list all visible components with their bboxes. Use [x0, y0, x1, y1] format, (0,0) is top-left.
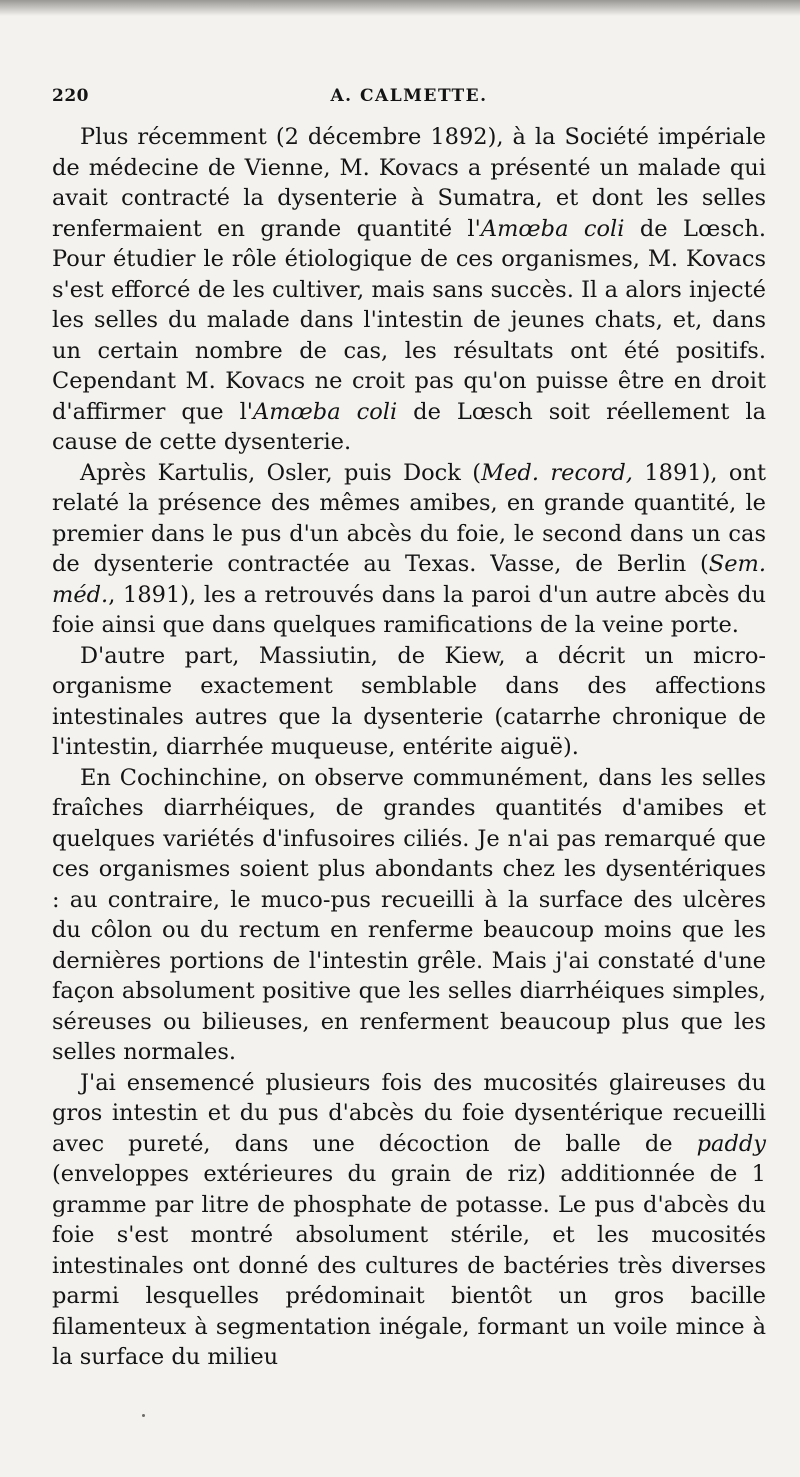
scan-speck: [142, 1414, 145, 1417]
paragraph-1-italic-b: Amœba coli: [252, 398, 398, 425]
paragraph-2: [52, 458, 766, 641]
paragraph-5-text-b: (enveloppes extérieures du grain de riz) additionnée de 1 gramme par litre de phosphate de potasse. Le pus d'abcès du foie s'est montré absolument stérile, et les mucosités intestinales ont donné des cultures de bactéries très diverses parmi lesquelles prédominait bientôt un gros bacille filamenteux à segmentation inégale, formant un voile mince à la surface du milieu: [52, 1161, 766, 1370]
paragraph-1-text-a: Plus récemment (2 décembre 1892), à la Société impériale de médecine de Vienne, M. Kovacs a présenté un malade qui avait contracté la dysenterie à Sumatra, et dont les selles renfermaient en grande quantité l': [52, 124, 766, 242]
paragraph-4-text: En Cochinchine, on observe communément, dans les selles fraîches diarrhéiques, de grandes quantités d'amibes et quelques variétés d'infusoires ciliés. Je n'ai pas remarqué que ces organismes soient plus abondants chez les dysentériques : au contraire, le muco-pus recueilli à la surface des ulcères du côlon ou du rectum en renferme beaucoup moins que les dernières portions de l'intestin grêle. Mais j'ai constaté d'une façon absolument positive que les selles diarrhéiques simples, séreuses ou bilieuses, en renferment beaucoup plus que les selles normales.: [52, 764, 766, 1065]
page-number: 220: [52, 86, 89, 106]
paragraph-2-italic-b: Sem. méd.: [52, 551, 766, 608]
paragraph-3-text: D'autre part, Massiutin, de Kiew, a décrit un micro-organisme exactement semblable dans des affections intestinales autres que la dysenterie (catarrhe chronique de l'intestin, diarrhée muqueuse, entérite aiguë).: [52, 642, 766, 760]
paragraph-3: [52, 641, 766, 763]
paragraph-1: [52, 122, 766, 458]
page-header: [52, 86, 766, 122]
scan-top-shadow: [0, 0, 800, 16]
paragraph-5-text-a: J'ai ensemencé plusieurs fois des mucosités glaireuses du gros intestin et du pus d'abcès du foie dysentérique recueilli avec pureté, dans une décoction de balle de: [52, 1069, 766, 1157]
running-head: A. CALMETTE.: [330, 86, 488, 106]
paragraph-1-italic-a: Amœba coli: [480, 215, 625, 242]
paragraph-2-text-a: Après Kartulis, Osler, puis Dock (: [80, 459, 482, 486]
body-text: [52, 122, 766, 1373]
paragraph-1-text-b: de Lœsch. Pour étudier le rôle étiologique de ces organismes, M. Kovacs s'est efforcé de les cultiver, mais sans succès. Il a alors injecté les selles du malade dans l'intestin de jeunes chats, et, dans un certain nombre de cas, les résultats ont été positifs. Cependant M. Kovacs ne croit pas qu'on puisse être en droit d'affirmer que l': [52, 215, 767, 425]
paragraph-5-italic: paddy: [696, 1130, 766, 1157]
book-page: [52, 86, 766, 1373]
paragraph-2-text-c: , 1891), les a retrouvés dans la paroi d'un autre abcès du foie ainsi que dans quelques ramifications de la veine porte.: [52, 581, 766, 638]
paragraph-2-text-b: 1891), ont relaté la présence des mêmes amibes, en grande quantité, le premier dans le pus d'un abcès du foie, le second dans un cas de dysenterie contractée au Texas. Vasse, de Berlin (: [52, 459, 766, 577]
paragraph-1-text-c: de Lœsch soit réellement la cause de cette dysenterie.: [52, 398, 766, 455]
paragraph-5: [52, 1068, 766, 1373]
paragraph-4: [52, 763, 766, 1068]
paragraph-2-italic-a: Med. record,: [481, 459, 633, 486]
